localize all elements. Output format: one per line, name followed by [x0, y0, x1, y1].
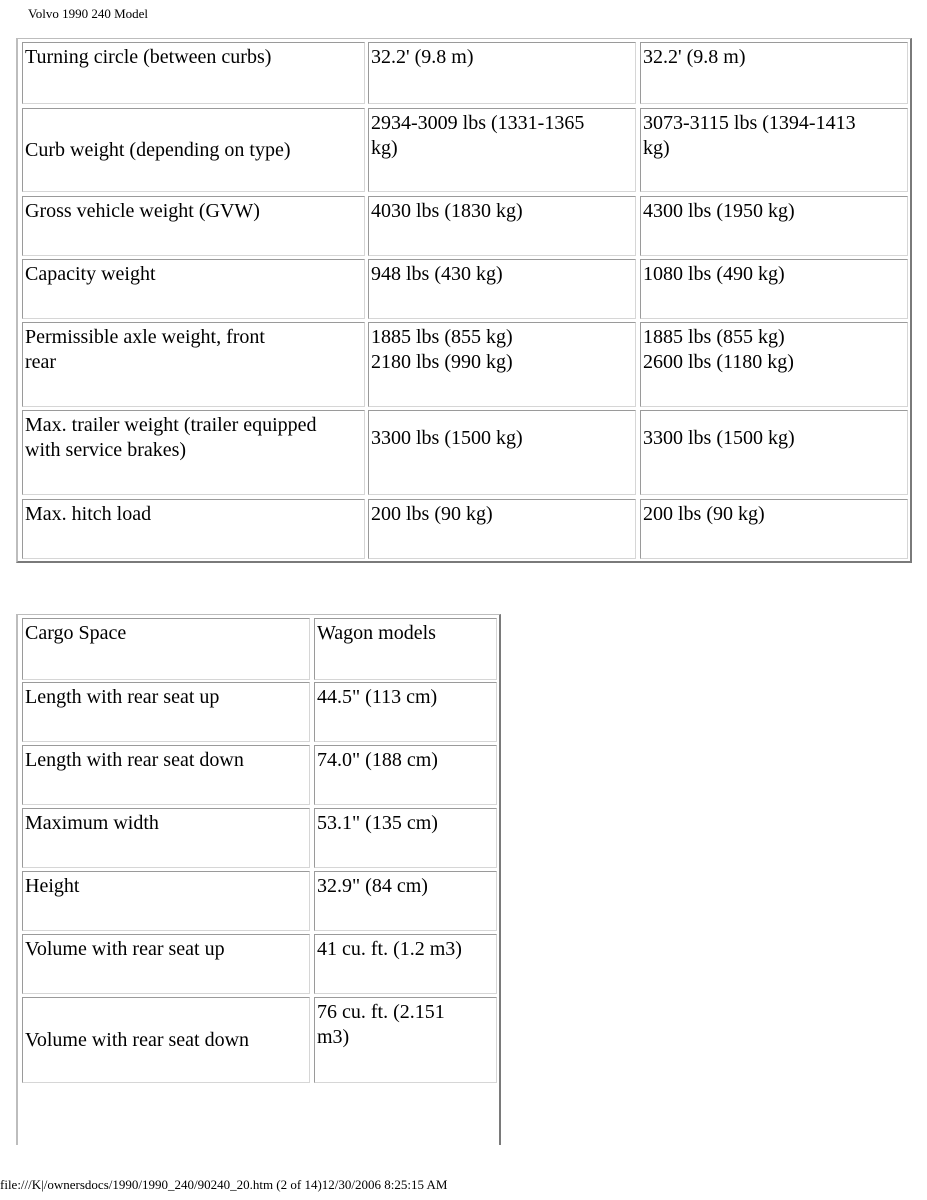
cell-text: 3073-3115 lbs (1394-1413	[643, 112, 856, 134]
table-cell-value	[314, 682, 497, 742]
cell-text: 3300 lbs (1500 kg)	[371, 427, 523, 449]
cell-text: 1080 lbs (490 kg)	[643, 263, 785, 285]
cell-text: 4300 lbs (1950 kg)	[643, 200, 795, 222]
table-header-label	[22, 618, 310, 680]
table-cell-label	[22, 871, 310, 931]
table-cell-label	[22, 196, 365, 256]
table-cell-value	[314, 808, 497, 868]
cell-text: 1885 lbs (855 kg)	[643, 326, 785, 348]
cell-text: Gross vehicle weight (GVW)	[25, 200, 260, 222]
cargo-space-table	[16, 614, 501, 1145]
cell-text: Volume with rear seat down	[25, 1028, 250, 1051]
cell-text: 200 lbs (90 kg)	[371, 503, 493, 525]
cell-text: 948 lbs (430 kg)	[371, 263, 503, 285]
table-cell-value	[368, 108, 636, 192]
cell-text: 32.9" (84 cm)	[317, 875, 428, 897]
table-cell-label	[22, 997, 310, 1083]
cell-text: 44.5" (113 cm)	[317, 686, 438, 708]
cell-text: Capacity weight	[25, 263, 156, 285]
page-header-title: Volvo 1990 240 Model	[28, 6, 149, 21]
cell-text: Volume with rear seat up	[25, 938, 225, 960]
table-cell-value	[314, 871, 497, 931]
table-cell-value	[314, 997, 497, 1083]
cell-text: 1885 lbs (855 kg)	[371, 326, 513, 348]
table-cell-value	[640, 322, 908, 407]
cell-text: Max. trailer weight (trailer equipped	[25, 414, 317, 436]
table-cell-value	[640, 108, 908, 192]
table-cell-value	[314, 745, 497, 805]
table-cell-label	[22, 108, 365, 192]
table-cell-label	[22, 682, 310, 742]
cell-text: Wagon models	[317, 622, 436, 644]
cell-text: Length with rear seat up	[25, 686, 220, 708]
table-cell-value	[640, 499, 908, 559]
table-cell-value	[314, 934, 497, 994]
table-cell-label	[22, 745, 310, 805]
table-cell-label	[22, 808, 310, 868]
table-cell-value	[640, 410, 908, 495]
table-cell-value	[368, 42, 636, 104]
cell-text: 74.0" (188 cm)	[317, 749, 438, 771]
table-cell-value	[368, 499, 636, 559]
cell-text: 32.2' (9.8 m)	[643, 46, 746, 68]
cell-text: 3300 lbs (1500 kg)	[643, 427, 795, 449]
table-cell-label	[22, 410, 365, 495]
cell-text: Permissible axle weight, front	[25, 326, 265, 348]
cell-text: 32.2' (9.8 m)	[371, 46, 474, 68]
table-cell-label	[22, 499, 365, 559]
cell-text: 4030 lbs (1830 kg)	[371, 200, 523, 222]
table-cell-value	[640, 196, 908, 256]
cell-text: Maximum width	[25, 812, 159, 834]
table-cell-value	[640, 42, 908, 104]
cell-text: 53.1" (135 cm)	[317, 812, 438, 834]
cell-text: Height	[25, 875, 80, 897]
table-cell-value	[640, 259, 908, 319]
table-cell-label	[22, 322, 365, 407]
cell-text: Length with rear seat down	[25, 749, 244, 771]
page-footer-path: file:///K|/ownersdocs/1990/1990_240/90240_20.htm (2 of 14)12/30/2006 8:25:15 AM	[0, 1177, 448, 1192]
cell-text: Cargo Space	[25, 622, 127, 644]
table-header-value	[314, 618, 497, 680]
cell-text: kg)	[371, 137, 398, 159]
cell-text: 41 cu. ft. (1.2 m3)	[317, 938, 462, 960]
table-cell-label	[22, 934, 310, 994]
weights-table	[16, 38, 912, 563]
cell-text: rear	[25, 351, 57, 373]
table-cell-value	[368, 196, 636, 256]
cell-text: Curb weight (depending on type)	[25, 138, 291, 161]
cell-text: m3)	[317, 1026, 350, 1048]
table-cell-value	[368, 410, 636, 495]
table-cell-value	[368, 322, 636, 407]
cell-text: Turning circle (between curbs)	[25, 46, 272, 68]
table-cell-value	[368, 259, 636, 319]
cell-text: Max. hitch load	[25, 503, 152, 525]
cell-text: 2180 lbs (990 kg)	[371, 351, 513, 373]
cell-text: 200 lbs (90 kg)	[643, 503, 765, 525]
cell-text: 2934-3009 lbs (1331-1365	[371, 112, 585, 134]
table-cell-label	[22, 42, 365, 104]
cell-text: 76 cu. ft. (2.151	[317, 1001, 445, 1023]
cell-text: 2600 lbs (1180 kg)	[643, 351, 794, 373]
table-cell-label	[22, 259, 365, 319]
cell-text: kg)	[643, 137, 670, 159]
cell-text: with service brakes)	[25, 439, 187, 461]
